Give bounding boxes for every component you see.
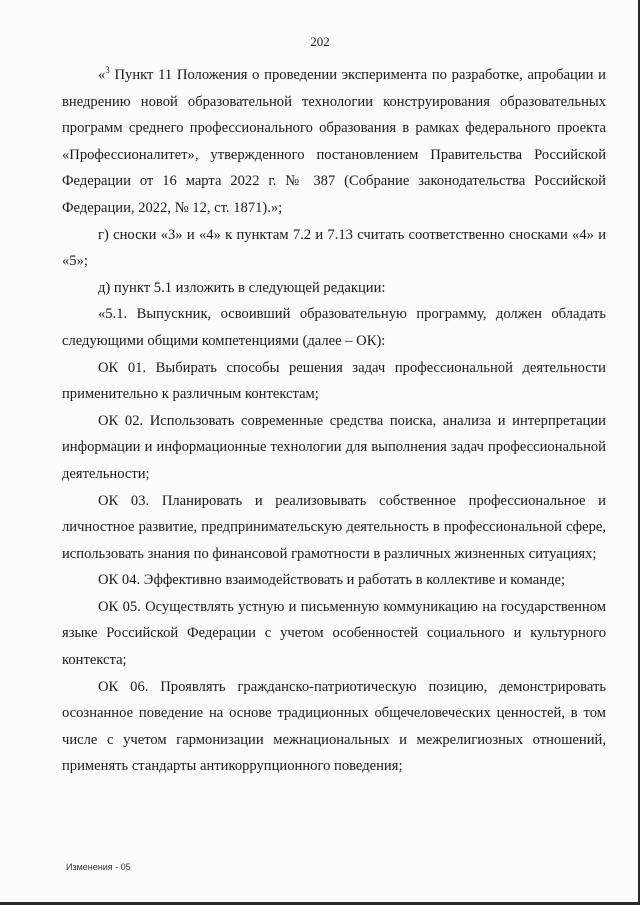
document-body: [62, 62, 606, 780]
footnote-paragraph: [62, 62, 606, 222]
paragraph-footnote-renumbering: г) сноски «3» и «4» к пунктам 7.2 и 7.13 считать соответственно сносками «4» и «5»;: [62, 226, 606, 270]
paragraph-ok-03: ОК 03. Планировать и реализовывать собственное профессиональное и личностное развитие, предпринимательскую деятельность в профессиональной сфере, использовать знания по финансовой грамотности в различных жизненных ситуациях;: [62, 492, 606, 562]
paragraph-ok-06: ОК 06. Проявлять гражданско-патриотическую позицию, демонстрировать осознанное поведение на основе традиционных общечеловеческих ценностей, в том числе с учетом гармонизации межнациональных и межрелигиозных отношений, применять стандарты антикоррупционного поведения;: [62, 678, 606, 775]
paragraph-item-5-1: «5.1. Выпускник, освоивший образовательную программу, должен обладать следующими общими компетенциями (далее – ОК):: [62, 306, 606, 349]
paragraph-item-5-1-intro: д) пункт 5.1 изложить в следующей редакции:: [98, 279, 386, 296]
footnote-open-quote: «: [98, 67, 106, 83]
footnote-text: Пункт 11 Положения о проведении эксперимента по разработке, апробации и внедрению новой образовательной технологии конструирования образовательных программ среднего профессионального образования в рамках федерального проекта «Профессионалитет», утвержденного постановлением Правительства Российской Федерации от 16 марта 2022 г. № 387 (Собрание законодательства Российской Федерации, 2022, № 12, ст. 1871).»;: [62, 67, 606, 216]
page-number: 202: [310, 34, 330, 49]
paragraph-ok-02: ОК 02. Использовать современные средства поиска, анализа и интерпретации информации и информационные технологии для выполнения задач профессиональной деятельности;: [62, 412, 606, 482]
paragraph-ok-01: ОК 01. Выбирать способы решения задач профессиональной деятельности применительно к различным контекстам;: [62, 359, 606, 403]
paragraph-ok-05: ОК 05. Осуществлять устную и письменную коммуникацию на государственном языке Российской Федерации с учетом особенностей социального и культурного контекста;: [62, 598, 606, 669]
page-footer: Изменения - 05: [66, 862, 131, 872]
paragraph-ok-04: ОК 04. Эффективно взаимодействовать и работать в коллективе и команде;: [98, 572, 566, 589]
footnote-number: 3: [105, 65, 110, 75]
